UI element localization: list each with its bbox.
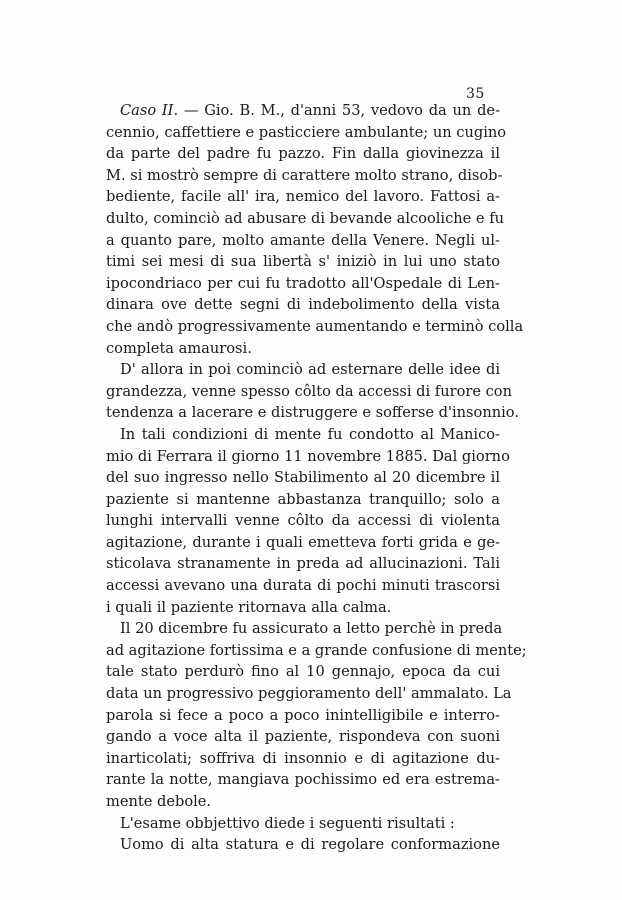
text-line: lunghi intervalli venne côlto da accessi di violenta	[106, 512, 500, 530]
text-line: tendenza a lacerare e distruggere e sofferse d'insonnio.	[106, 404, 519, 422]
text-line: Uomo di alta statura e di regolare conformazione	[120, 836, 500, 854]
text-line: inarticolati; soffriva di insonnio e di agitazione du-	[106, 749, 500, 767]
text-line	[106, 100, 500, 122]
text-line: mio di Ferrara il giorno 11 novembre 1885. Dal giorno	[106, 447, 510, 465]
text-line: timi sei mesi di sua libertà s' iniziò in lui uno stato	[106, 253, 500, 271]
case-report-text	[106, 100, 527, 856]
text-line: cennio, caffettiere e pasticciere ambulante; un cugino	[106, 123, 507, 141]
text-line: paziente si mantenne abbastanza tranquillo; solo a	[106, 490, 500, 508]
text-line: L'esame obbjettivo diede i seguenti risultati :	[120, 814, 455, 832]
text-line: i quali il paziente ritornava alla calma.	[106, 598, 392, 616]
text-line-content: — Gio. B. M., d'anni 53, vedovo da un de-	[178, 102, 500, 119]
text-line: ad agitazione fortissima e a grande confusione di mente;	[106, 641, 527, 659]
text-line: In tali condizioni di mente fu condotto al Manico-	[120, 425, 500, 443]
text-line: ipocondriaco per cui fu tradotto all'Ospedale di Len-	[106, 274, 500, 292]
text-line: accessi avevano una durata di pochi minuti trascorsi	[106, 577, 500, 595]
text-line: sticolava stranamente in preda ad allucinazioni. Tali	[106, 555, 500, 573]
text-line: parola si fece a poco a poco inintelligibile e interro-	[106, 706, 500, 724]
text-line: mente debole.	[106, 793, 212, 810]
text-line: dinara ove dette segni di indebolimento della vista	[106, 296, 500, 314]
text-line: Il 20 dicembre fu assicurato a letto perchè in preda	[120, 620, 503, 638]
text-line: agitazione, durante i quali emetteva forti grida e ge-	[106, 533, 500, 551]
text-line: dulto, cominciò ad abusare di bevande alcooliche e fu	[106, 209, 504, 227]
text-line: bediente, facile all' ira, nemico del lavoro. Fattosi a-	[106, 188, 500, 206]
text-line: rante la notte, mangiava pochissimo ed era estrema-	[106, 771, 500, 789]
text-line: data un progressivo peggioramento dell' ammalato. La	[106, 685, 512, 703]
text-line: completa amaurosi.	[106, 339, 252, 357]
text-line: da parte del padre fu pazzo. Fin dalla giovinezza il	[106, 145, 500, 163]
case-label: Caso II.	[120, 102, 179, 119]
text-line: che andò progressivamente aumentando e terminò colla	[106, 317, 524, 335]
text-line: del suo ingresso nello Stabilimento al 20 dicembre il	[106, 469, 500, 487]
page-number: 35	[466, 86, 485, 102]
text-line: D' allora in poi cominciò ad esternare delle idee di	[120, 361, 500, 379]
text-line: tale stato perdurò fino al 10 gennajo, epoca da cui	[106, 663, 500, 681]
text-line: grandezza, venne spesso côlto da accessi di furore con	[106, 382, 512, 400]
text-line: M. si mostrò sempre di carattere molto strano, disob-	[106, 166, 503, 184]
text-line: a quanto pare, molto amante della Venere. Negli ul-	[106, 231, 500, 249]
text-line: gando a voce alta il paziente, rispondeva con suoni	[106, 728, 500, 746]
